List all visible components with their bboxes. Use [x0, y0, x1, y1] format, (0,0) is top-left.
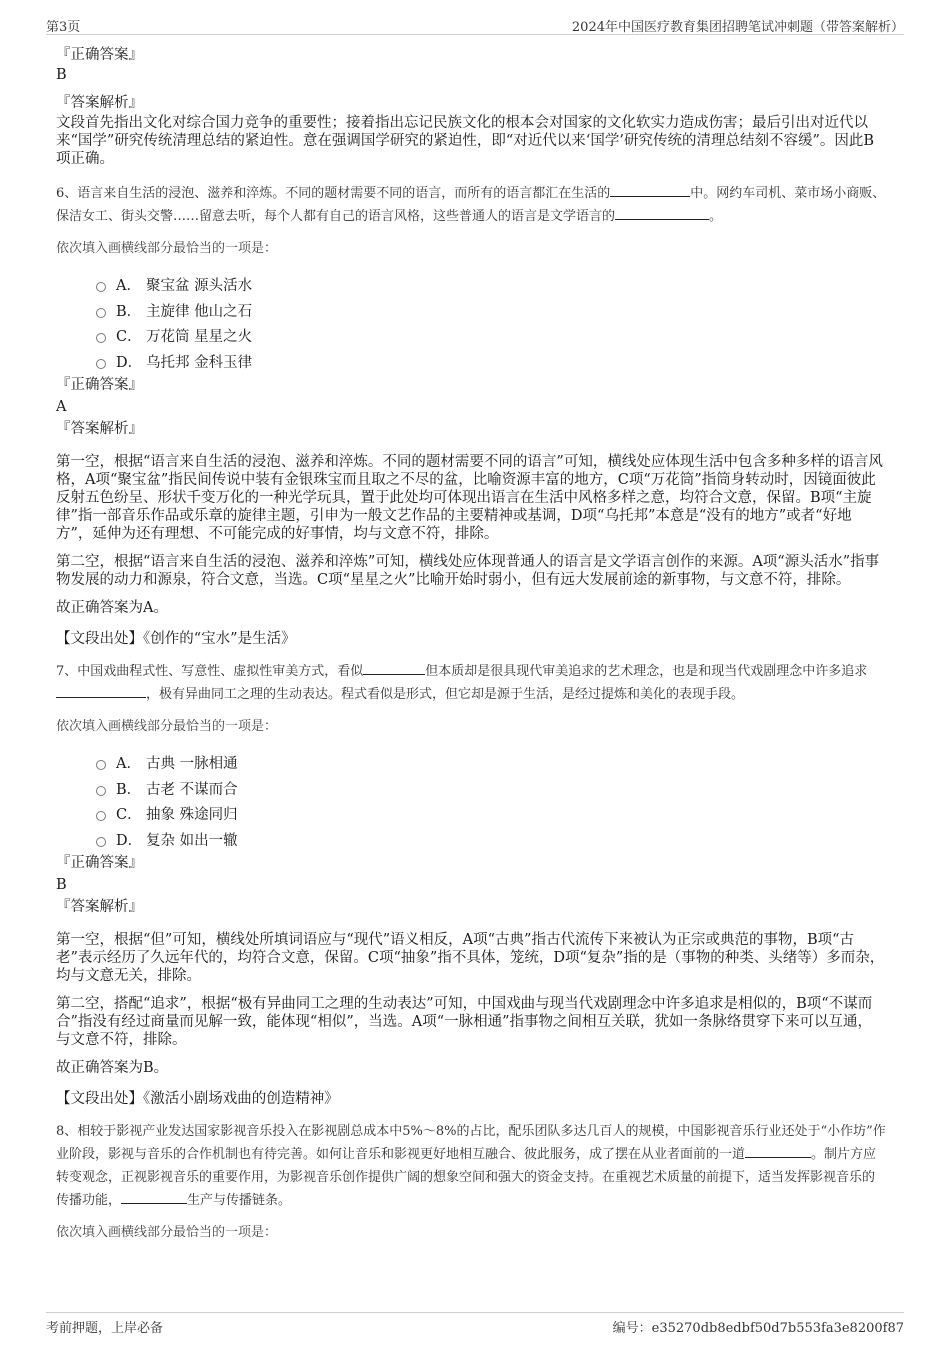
analysis-paragraph: 第二空，搭配“追求”，根据“极有异曲同工之理的生动表达”可知，中国戏曲与现当代戏剧理念中许多追求是相似的，B项“不谋而合”指没有经过商量而见解一致，能体现“相似”，当选。A项“一脉相通”指事物之间相互关联，犹如一条脉络贯穿下来可以互通，与文意不符，排除。: [56, 996, 873, 1048]
analysis-paragraph: 第二空，根据“语言来自生活的浸泡、滋养和淬炼”可知，横线处应体现普通人的语言是文学语言创作的来源。A项“源头活水”指事物发展的动力和源泉，符合文意，当选。C项“星星之火”比喻开始时弱小，但有远大发展前途的新事物，与文意不符，排除。: [56, 554, 880, 588]
blank-line[interactable]: [610, 182, 690, 197]
correct-answer: B: [56, 67, 67, 83]
question-6-part2: 中。网约车司机、菜市场小商贩、保洁女工、街头交警……留意去听，每个人都有自己的语言风格，这些普通人的语言是文学语言的: [56, 186, 886, 224]
question-7: 7、中国戏曲程式性、写意性、虚拟性审美方式，看似 但本质却是很具现代审美追求的艺术理念，也是和现当代戏剧理念中许多追求，极有异曲同工之理的生动表达。程式看似是形式，但它却是源于生活，是经过提炼和美化的表现手段。: [56, 660, 886, 706]
analysis-label: 『答案解析』: [56, 899, 143, 915]
instruction: 依次填入画横线部分最恰当的一项是：: [56, 1225, 278, 1240]
option-c[interactable]: C． 抽象 殊途同归: [96, 803, 886, 829]
options-list: [96, 752, 886, 854]
document-body: [56, 44, 886, 1242]
blank-line[interactable]: [56, 683, 146, 698]
correct-answer-label: 『正确答案』: [56, 47, 143, 63]
question-6-part1: 6、语言来自生活的浸泡、滋养和淬炼。不同的题材需要不同的语言，而所有的语言都汇在生活的: [56, 186, 611, 201]
correct-answer-label: 『正确答案』: [56, 377, 143, 393]
instruction: 依次填入画横线部分最恰当的一项是：: [56, 719, 278, 734]
radio-icon[interactable]: [96, 760, 106, 770]
option-c[interactable]: C． 万花筒 星星之火: [96, 325, 886, 351]
analysis-text: 文段首先指出文化对综合国力竞争的重要性；接着指出忘记民族文化的根本会对国家的文化软实力造成伤害；最后引出对近代以来“国学”研究传统清理总结的紧迫性。意在强调国学研究的紧迫性，即“对近代以来‘国学’研究传统的清理总结刻不容缓”。因此B项正确。: [56, 115, 875, 167]
option-d[interactable]: D． 乌托邦 金科玉律: [96, 351, 886, 377]
analysis-paragraph: 第一空，根据“语言来自生活的浸泡、滋养和淬炼。不同的题材需要不同的语言”可知，横线处应体现生活中包含多种多样的语言风格，A项“聚宝盆”指民间传说中装有金银珠宝而且取之不尽的盆，比喻资源丰富的地方，C项“万花筒”指筒身转动时，因镜面彼此反射五色纷呈、形状千变万化的一种光学玩具，置于此处均可体现出语言在生活中风格多样之意，均符合文意，保留。B项“主旋律”指一部音乐作品或乐章的旋律主题，引申为一般文艺作品的主要精神或基调，D项“乌托邦”本意是“没有的地方”或者“好地方”，延伸为还有理想、不可能完成的好事情，均与文意不符，排除。: [56, 454, 883, 542]
blank-line[interactable]: [121, 1189, 187, 1204]
option-b[interactable]: B． 古老 不谋而合: [96, 778, 886, 804]
page-footer: [46, 1312, 904, 1337]
question-6-part3: 。: [709, 209, 723, 224]
conclusion: 故正确答案为A。: [56, 600, 168, 616]
option-d[interactable]: D． 复杂 如出一辙: [96, 829, 886, 855]
source-citation: 【文段出处】《创作的“宝水”是生活》: [56, 631, 296, 647]
document-code: 编号：e35270db8edbf50d7b553fa3e8200f87: [612, 1321, 904, 1336]
blank-line[interactable]: [363, 660, 425, 675]
conclusion: 故正确答案为B。: [56, 1060, 169, 1076]
correct-answer-label: 『正确答案』: [56, 855, 143, 871]
document-title: 2024年中国医疗教育集团招聘笔试冲刺题（带答案解析）: [571, 20, 904, 35]
source-citation: 【文段出处】《激活小剧场戏曲的创造精神》: [56, 1091, 339, 1107]
option-a[interactable]: A． 古典 一脉相通: [96, 752, 886, 778]
radio-icon[interactable]: [96, 811, 106, 821]
instruction: 依次填入画横线部分最恰当的一项是：: [56, 241, 278, 256]
radio-icon[interactable]: [96, 308, 106, 318]
question-8: 8、相较于影视产业发达国家影视音乐投入在影视剧总成本中5%～8%的占比，配乐团队多达几百人的规模，中国影视音乐行业还处于“小作坊”作业阶段，影视与音乐的合作机制也有待完善。如何让音乐和影视更好地相互融合、彼此服务，成了摆在从业者面前的一道 。制片方应转变观念，正视影视音乐的重要作用，为影视音乐创作提供广阔的想象空间和强大的资金支持。在重视艺术质量的前提下，适当发挥影视音乐的传播功能， 生产与传播链条。: [56, 1124, 886, 1208]
option-a[interactable]: A． 聚宝盆 源头活水: [96, 274, 886, 300]
options-list: [96, 274, 886, 376]
analysis-label: 『答案解析』: [56, 95, 143, 111]
footer-slogan: 考前押题，上岸必备: [46, 1321, 164, 1336]
correct-answer: B: [56, 877, 67, 893]
radio-icon[interactable]: [96, 837, 106, 847]
blank-line[interactable]: [745, 1143, 811, 1158]
option-b[interactable]: B． 主旋律 他山之石: [96, 300, 886, 326]
question-6: [56, 182, 886, 228]
radio-icon[interactable]: [96, 333, 106, 343]
radio-icon[interactable]: [96, 786, 106, 796]
analysis-paragraph: 第一空，根据“但”可知，横线处所填词语应与“现代”语义相反，A项“古典”指古代流传下来被认为正宗或典范的事物，B项“古老”表示经历了久远年代的，均符合文意，保留。C项“抽象”指不具体，笼统，D项“复杂”指的是（事物的种类、头绪等）多而杂，均与文意无关，排除。: [56, 932, 885, 984]
page-header: [46, 14, 904, 35]
radio-icon[interactable]: [96, 359, 106, 369]
correct-answer: A: [56, 399, 67, 415]
page-number: 第3页: [46, 20, 81, 35]
radio-icon[interactable]: [96, 282, 106, 292]
analysis-label: 『答案解析』: [56, 421, 143, 437]
blank-line[interactable]: [615, 205, 709, 220]
